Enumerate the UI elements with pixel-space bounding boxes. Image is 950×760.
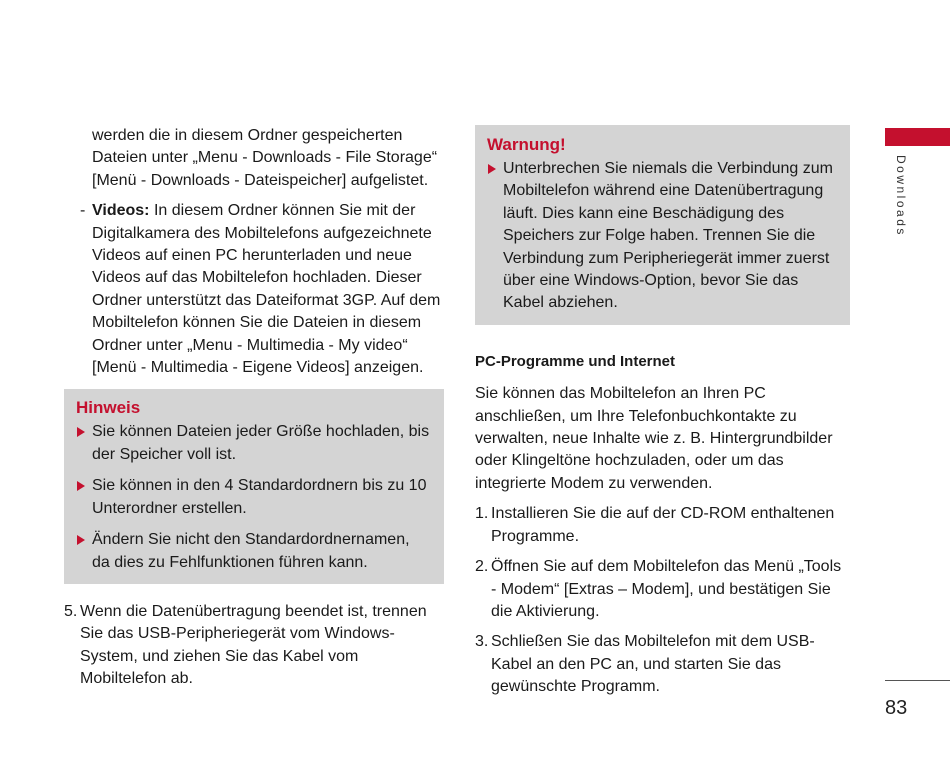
- step-text: Öffnen Sie auf dem Mobiltelefon das Menü „Tools - Modem“ [Extras – Modem], und bestätigen Sie die Aktivierung.: [491, 558, 842, 620]
- triangle-bullet-icon: [77, 427, 85, 437]
- page-number: 83: [885, 697, 908, 719]
- left-column: [64, 125, 444, 699]
- hinweis-box: [64, 389, 444, 583]
- section-heading: PC-Programme und Internet: [475, 352, 676, 370]
- hinweis-heading: Hinweis: [76, 398, 141, 418]
- step-number: 1.: [475, 505, 489, 523]
- section-tab-label: Downloads: [894, 155, 908, 237]
- step-number: 3.: [475, 633, 489, 651]
- step-5: [64, 601, 444, 691]
- page-number-divider: [885, 680, 950, 681]
- warnung-bullet: [487, 158, 838, 315]
- warnung-heading: Warnung!: [487, 135, 566, 154]
- step-3: [475, 631, 850, 698]
- hinweis-bullet: [76, 421, 430, 466]
- hinweis-bullet-text: Ändern Sie nicht den Standardordnernamen, da dies zu Fehlfunktionen führen kann.: [92, 531, 410, 571]
- triangle-bullet-icon: [77, 535, 85, 545]
- triangle-bullet-icon: [488, 164, 496, 174]
- section-intro: Sie können das Mobiltelefon an Ihren PC anschließen, um Ihre Telefonbuchkontakte zu verwalten, neue Inhalte wie z. B. Hintergrundbilder oder Klingeltöne hochzuladen, oder um das integrierte Modem zu verwenden.: [475, 385, 833, 492]
- step-text: Installieren Sie die auf der CD-ROM enthaltenen Programme.: [491, 505, 835, 545]
- videos-text: In diesem Ordner können Sie mit der Digitalkamera des Mobiltelefons aufgezeichnete Videos auf einen PC herunterladen und neue Videos auf das Mobiltelefon hochladen. Dieser Ordner unterstützt das Dateiformat 3GP. Auf dem Mobiltelefon können Sie die Dateien in diesem Ordner unter „Menu - Multimedia - My video“ [Menü - Multimedia - Eigene Videos] anzeigen.: [92, 202, 441, 377]
- step-number: 2.: [475, 558, 489, 576]
- step-text: Schließen Sie das Mobiltelefon mit dem USB-Kabel an den PC an, und starten Sie das gewünschte Programm.: [491, 633, 815, 696]
- videos-label: Videos:: [92, 202, 150, 220]
- hinweis-bullet-text: Sie können in den 4 Standardordnern bis zu 10 Unterordner erstellen.: [92, 477, 427, 517]
- hinweis-bullet: [76, 529, 430, 574]
- step-1: [475, 503, 850, 548]
- step-2: [475, 556, 850, 623]
- intro-paragraph: werden die in diesem Ordner gespeicherten Dateien unter „Menu - Downloads - File Storage“ [Menü - Downloads - Dateispeicher] aufgelistet.: [92, 127, 438, 189]
- dash-marker: -: [80, 202, 86, 220]
- step-number: 5.: [64, 602, 78, 620]
- triangle-bullet-icon: [77, 481, 85, 491]
- right-column: [475, 125, 850, 707]
- warnung-text: Unterbrechen Sie niemals die Verbindung zum Mobiltelefon während eine Datenübertragung läuft. Dies kann eine Beschädigung des Speichers zur Folge haben. Trennen Sie die Verbindung zum Peripheriegerät immer zuerst über eine Windows-Option, bevor Sie das Kabel abziehen.: [503, 160, 833, 312]
- hinweis-bullet: [76, 475, 430, 520]
- section-tab-marker: [885, 128, 950, 146]
- hinweis-bullet-text: Sie können Dateien jeder Größe hochladen, bis der Speicher voll ist.: [92, 423, 430, 463]
- step-text: Wenn die Datenübertragung beendet ist, trennen Sie das USB-Peripheriegerät vom Windows-System, und ziehen Sie das Kabel vom Mobiltelefon ab.: [80, 602, 427, 688]
- warnung-box: [475, 125, 850, 325]
- videos-item: [64, 200, 444, 379]
